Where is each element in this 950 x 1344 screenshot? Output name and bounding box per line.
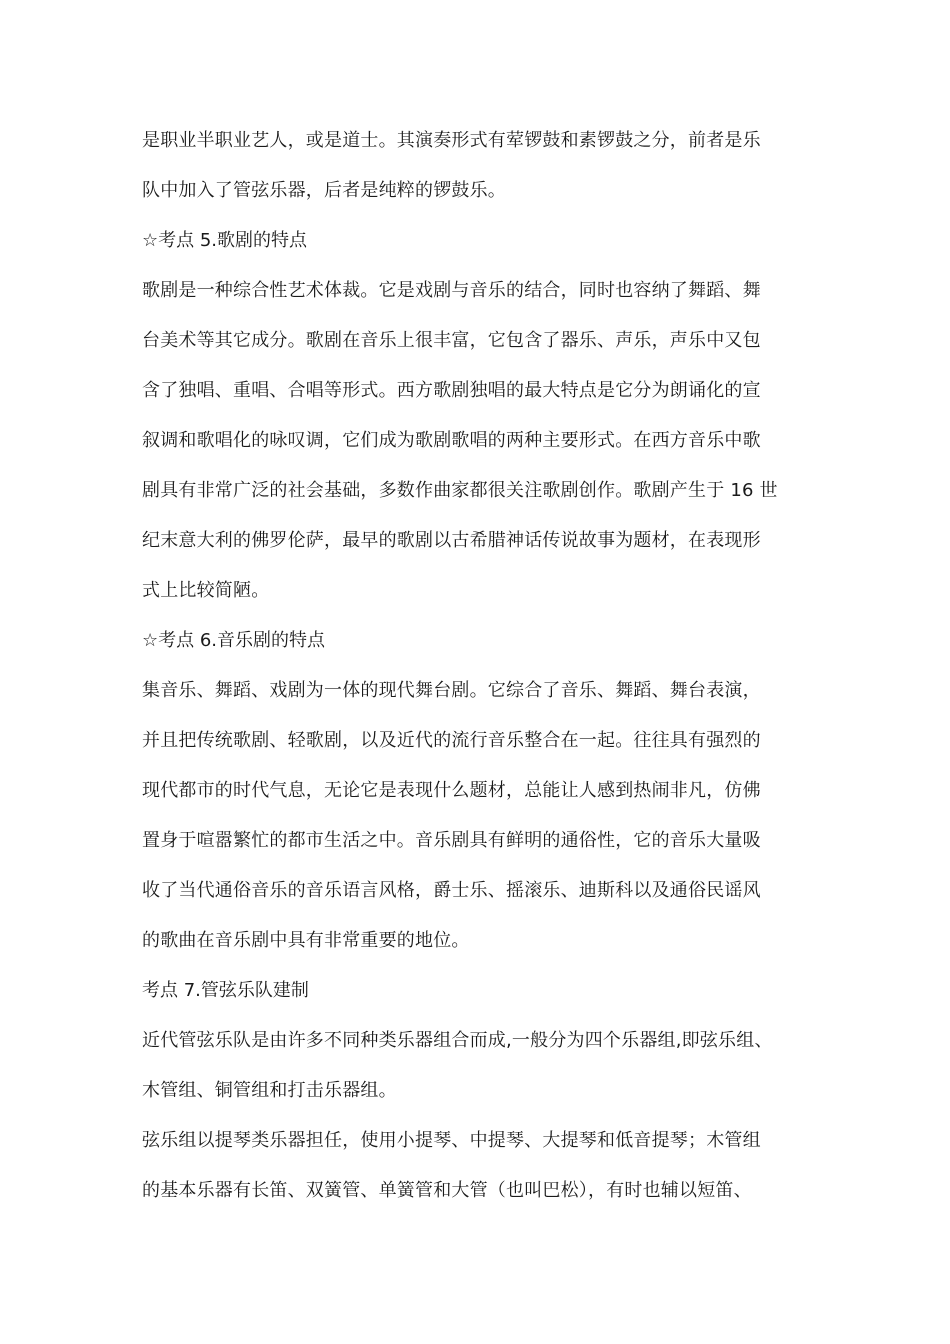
text-line: 现代都市的时代气息，无论它是表现什么题材，总能让人感到热闹非凡，仿佛 [142, 780, 761, 801]
text-line: 式上比较简陋。 [142, 580, 270, 601]
text-line: 并且把传统歌剧、轻歌剧，以及近代的流行音乐整合在一起。往往具有强烈的 [142, 730, 761, 751]
text-line: 剧具有非常广泛的社会基础，多数作曲家都很关注歌剧创作。歌剧产生于 16 世 [142, 480, 778, 501]
text-line: 队中加入了管弦乐器，后者是纯粹的锣鼓乐。 [142, 180, 506, 201]
text-line: 木管组、铜管组和打击乐器组。 [142, 1080, 397, 1101]
text-line: 台美术等其它成分。歌剧在音乐上很丰富，它包含了器乐、声乐，声乐中又包 [142, 330, 761, 351]
paragraph-musical [142, 672, 810, 972]
text-line: 叙调和歌唱化的咏叹调，它们成为歌剧歌唱的两种主要形式。在西方音乐中歌 [142, 430, 761, 451]
section-heading-opera: ☆考点 5.歌剧的特点 [142, 230, 308, 251]
text-line: 置身于喧嚣繁忙的都市生活之中。音乐剧具有鲜明的通俗性，它的音乐大量吸 [142, 830, 761, 851]
paragraph-intro-continuation [142, 122, 810, 222]
section-heading-orchestra: 考点 7.管弦乐队建制 [142, 980, 309, 1001]
paragraph-orchestra-groups [142, 1022, 810, 1122]
paragraph-opera [142, 272, 810, 622]
text-line: 收了当代通俗音乐的音乐语言风格，爵士乐、摇滚乐、迪斯科以及通俗民谣风 [142, 880, 761, 901]
text-line: 弦乐组以提琴类乐器担任，使用小提琴、中提琴、大提琴和低音提琴；木管组 [142, 1130, 761, 1151]
text-line: 近代管弦乐队是由许多不同种类乐器组合而成,一般分为四个乐器组,即弦乐组、 [142, 1030, 773, 1051]
document-body [142, 122, 810, 1222]
text-line: 纪末意大利的佛罗伦萨，最早的歌剧以古希腊神话传说故事为题材，在表现形 [142, 530, 761, 551]
text-line: 含了独唱、重唱、合唱等形式。西方歌剧独唱的最大特点是它分为朗诵化的宣 [142, 380, 761, 401]
text-line: 歌剧是一种综合性艺术体裁。它是戏剧与音乐的结合，同时也容纳了舞蹈、舞 [142, 280, 761, 301]
section-heading-musical: ☆考点 6.音乐剧的特点 [142, 630, 326, 651]
text-line: 是职业半职业艺人，或是道士。其演奏形式有荤锣鼓和素锣鼓之分，前者是乐 [142, 130, 761, 151]
text-line: 集音乐、舞蹈、戏剧为一体的现代舞台剧。它综合了音乐、舞蹈、舞台表演， [142, 680, 761, 701]
text-line: 的基本乐器有长笛、双簧管、单簧管和大管（也叫巴松），有时也辅以短笛、 [142, 1180, 752, 1201]
paragraph-orchestra-instruments [142, 1122, 810, 1222]
text-line: 的歌曲在音乐剧中具有非常重要的地位。 [142, 930, 470, 951]
